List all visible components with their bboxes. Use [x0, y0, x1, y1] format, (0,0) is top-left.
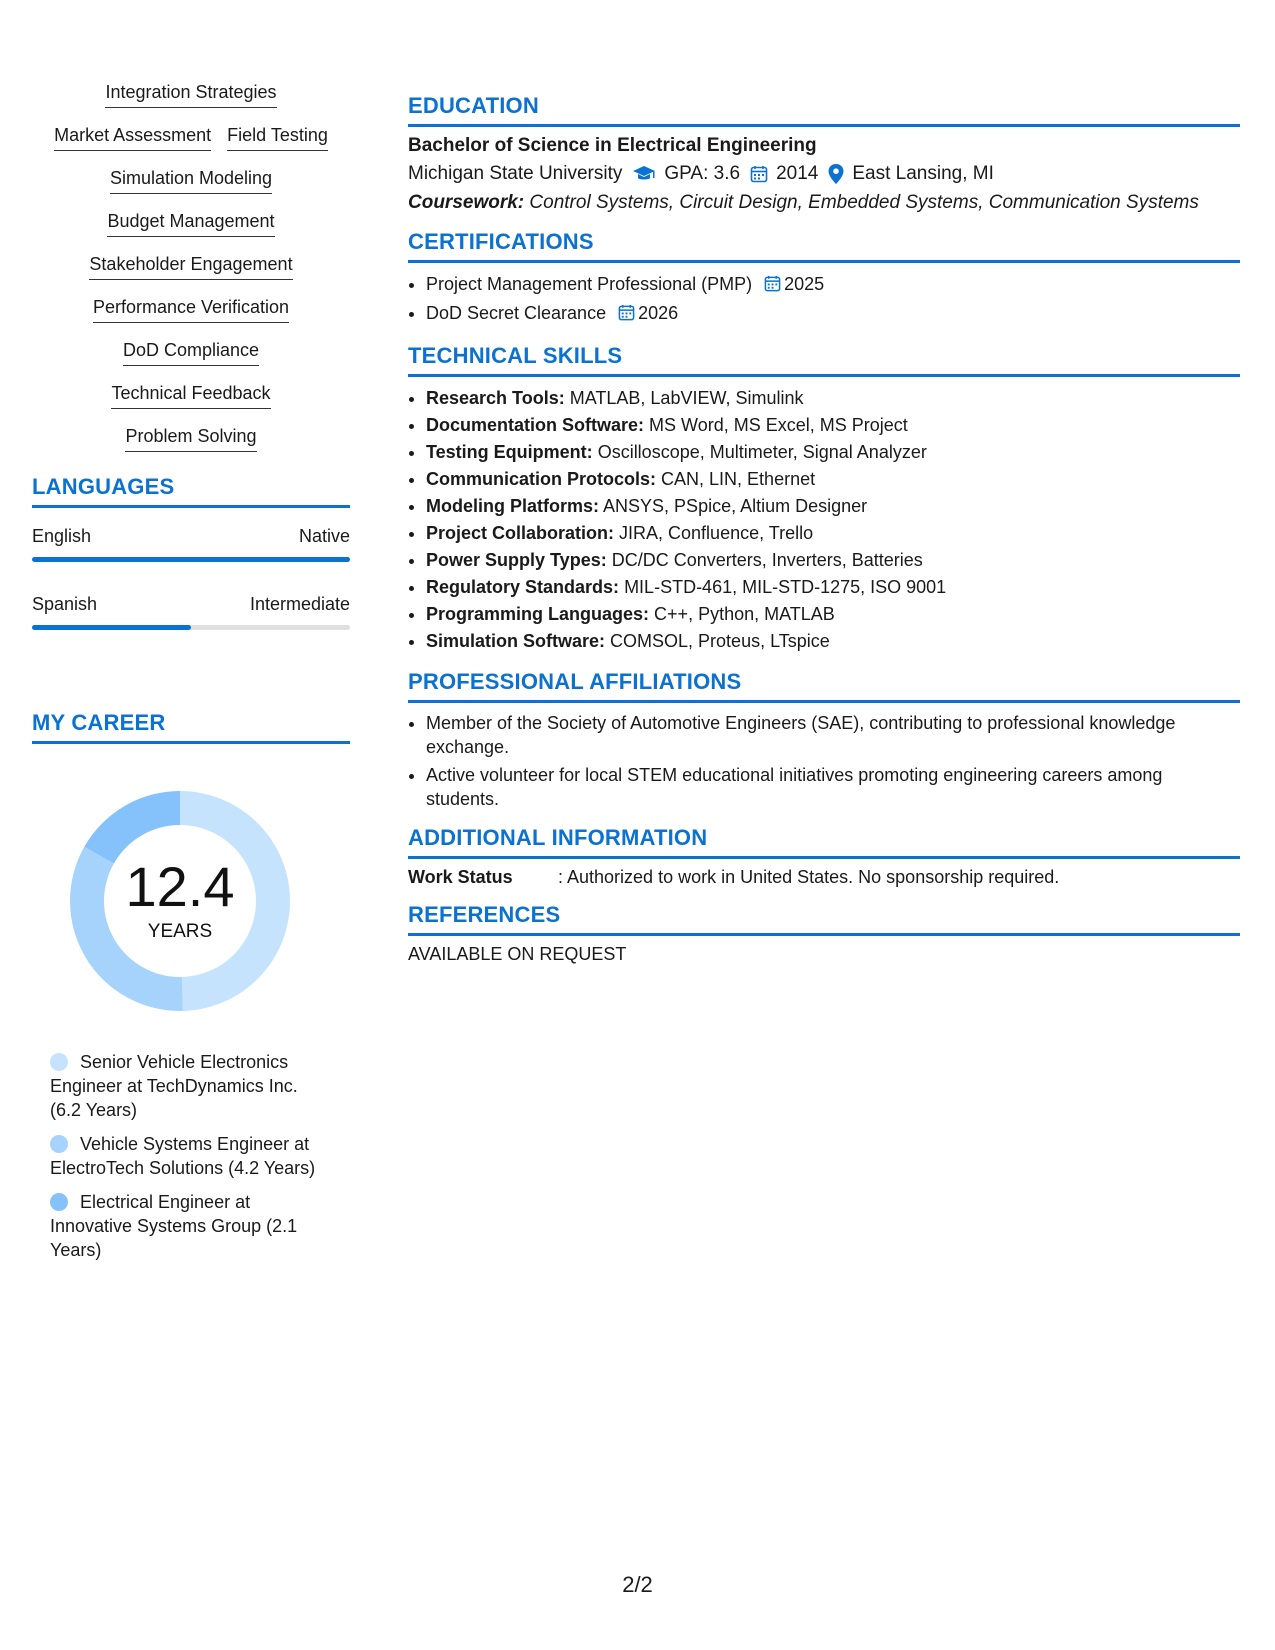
- technical-skill-item: [426, 601, 1240, 628]
- calendar-icon: [618, 302, 635, 329]
- technical-skill-label: Documentation Software:: [426, 415, 645, 435]
- skill-row: [32, 383, 350, 409]
- skill-tag: Integration Strategies: [105, 82, 276, 108]
- career-role: [50, 1050, 325, 1122]
- technical-skill-value: ANSYS, PSpice, Altium Designer: [603, 496, 868, 516]
- skill-row: [32, 211, 350, 237]
- skill-tag: Market Assessment: [54, 125, 211, 151]
- certifications-section: [408, 229, 1240, 329]
- right-column: [408, 93, 1240, 979]
- technical-skill-label: Research Tools:: [426, 388, 565, 408]
- language-proficiency-fill: [32, 557, 350, 562]
- skill-row: [32, 82, 350, 108]
- career-years-unit: YEARS: [147, 921, 213, 942]
- coursework: [408, 191, 1240, 215]
- language-row: [32, 594, 350, 615]
- affiliations-list: [408, 711, 1240, 811]
- career-role-label: Senior Vehicle Electronics Engineer at TechDynamics Inc. (6.2 Years): [50, 1052, 298, 1120]
- skill-tag: Budget Management: [107, 211, 274, 237]
- skill-tag: Technical Feedback: [111, 383, 270, 409]
- career-role: [50, 1132, 325, 1180]
- work-status-label: Work Status: [408, 867, 513, 887]
- technical-skill-label: Regulatory Standards:: [426, 577, 620, 597]
- graduation-year: 2014: [776, 163, 819, 184]
- education-title: EDUCATION: [408, 93, 1240, 127]
- certification-year: 2026: [638, 303, 679, 323]
- coursework-list: Control Systems, Circuit Design, Embedded Systems, Communication Systems: [529, 192, 1199, 213]
- technical-skill-value: COMSOL, Proteus, LTspice: [610, 631, 830, 651]
- language-proficiency-fill: [32, 625, 191, 630]
- language-proficiency-bar: [32, 625, 350, 630]
- skill-tag: Field Testing: [227, 125, 328, 151]
- skill-tag: Performance Verification: [93, 297, 289, 323]
- certification-item: [426, 300, 1240, 329]
- skill-row: [32, 168, 350, 194]
- degree: Bachelor of Science in Electrical Engineering: [408, 135, 817, 156]
- certification-item: [426, 271, 1240, 300]
- certification-name: DoD Secret Clearance: [426, 303, 607, 323]
- donut-center: [65, 786, 295, 1016]
- technical-skill-item: [426, 439, 1240, 466]
- skill-row: [32, 297, 350, 323]
- skill-row: [32, 125, 350, 151]
- education-section: [408, 93, 1240, 215]
- career-donut: [65, 786, 295, 1016]
- technical-skill-value: DC/DC Converters, Inverters, Batteries: [611, 550, 923, 570]
- career-total-years: 12.4: [125, 855, 235, 918]
- technical-skill-label: Modeling Platforms:: [426, 496, 600, 516]
- technical-skill-value: C++, Python, MATLAB: [654, 604, 835, 624]
- affiliations-section: [408, 669, 1240, 811]
- technical-skill-label: Project Collaboration:: [426, 523, 615, 543]
- school-name: Michigan State University: [408, 163, 623, 184]
- affiliations-title: PROFESSIONAL AFFILIATIONS: [408, 669, 1240, 703]
- technical-skill-item: [426, 412, 1240, 439]
- technical-skill-item: [426, 385, 1240, 412]
- technical-skill-item: [426, 628, 1240, 655]
- technical-skills-list: [408, 385, 1240, 655]
- calendar-icon: [764, 273, 781, 300]
- technical-skills-title: TECHNICAL SKILLS: [408, 343, 1240, 377]
- skill-tag: DoD Compliance: [123, 340, 259, 366]
- legend-dot-icon: [50, 1053, 68, 1071]
- technical-skill-value: JIRA, Confluence, Trello: [619, 523, 814, 543]
- technical-skill-item: [426, 520, 1240, 547]
- references-title: REFERENCES: [408, 902, 1240, 936]
- technical-skill-label: Communication Protocols:: [426, 469, 657, 489]
- technical-skill-item: [426, 493, 1240, 520]
- skill-row: [32, 426, 350, 452]
- legend-dot-icon: [50, 1193, 68, 1211]
- work-status-row: [408, 867, 1240, 888]
- language-name: Spanish: [32, 594, 98, 614]
- career-role-label: Vehicle Systems Engineer at ElectroTech Solutions (4.2 Years): [50, 1134, 316, 1178]
- legend-dot-icon: [50, 1135, 68, 1153]
- technical-skill-label: Testing Equipment:: [426, 442, 593, 462]
- work-status-value: : Authorized to work in United States. No sponsorship required.: [558, 867, 1060, 887]
- additional-info-title: ADDITIONAL INFORMATION: [408, 825, 1240, 859]
- gpa: GPA: 3.6: [664, 163, 741, 184]
- certification-year: 2025: [784, 274, 825, 294]
- skill-tag: Stakeholder Engagement: [89, 254, 292, 280]
- technical-skill-item: [426, 466, 1240, 493]
- technical-skill-item: [426, 547, 1240, 574]
- technical-skills-section: [408, 343, 1240, 655]
- graduation-cap-icon: [632, 165, 656, 183]
- languages-list: [32, 526, 350, 630]
- school-location: East Lansing, MI: [852, 163, 994, 184]
- location-pin-icon: [828, 164, 844, 184]
- language-name: English: [32, 526, 92, 546]
- skill-row: [32, 340, 350, 366]
- skill-tag: Simulation Modeling: [110, 168, 272, 194]
- career-role-label: Electrical Engineer at Innovative Systems Group (2.1 Years): [50, 1192, 298, 1260]
- calendar-icon: [750, 165, 768, 183]
- language-level: Intermediate: [249, 594, 350, 614]
- career-title: MY CAREER: [32, 710, 350, 744]
- skill-tag: Problem Solving: [125, 426, 256, 452]
- certification-name: Project Management Professional (PMP): [426, 274, 753, 294]
- technical-skill-item: [426, 574, 1240, 601]
- language-row: [32, 526, 350, 547]
- affiliation-item: • Member of the Society of Automotive Engineers (SAE), contributing to professional knowledge exchange.: [426, 711, 1240, 759]
- left-column: [32, 82, 350, 1272]
- technical-skill-label: Programming Languages:: [426, 604, 650, 624]
- technical-skill-value: Oscilloscope, Multimeter, Signal Analyzer: [597, 442, 927, 462]
- language-level: Native: [298, 526, 350, 546]
- career-section: [32, 710, 350, 1262]
- education-meta: [408, 163, 1240, 185]
- certifications-title: CERTIFICATIONS: [408, 229, 1240, 263]
- career-role: [50, 1190, 325, 1262]
- technical-skill-value: CAN, LIN, Ethernet: [661, 469, 816, 489]
- technical-skill-label: Simulation Software:: [426, 631, 606, 651]
- technical-skill-label: Power Supply Types:: [426, 550, 607, 570]
- technical-skill-value: MIL-STD-461, MIL-STD-1275, ISO 9001: [624, 577, 947, 597]
- skills-list: [32, 82, 350, 452]
- languages-section: [32, 474, 350, 630]
- skill-row: [32, 254, 350, 280]
- technical-skill-value: MATLAB, LabVIEW, Simulink: [569, 388, 804, 408]
- career-roles-list: [50, 1050, 325, 1262]
- references-text: AVAILABLE ON REQUEST: [408, 944, 627, 964]
- additional-info-section: [408, 825, 1240, 888]
- references-section: [408, 902, 1240, 965]
- language-proficiency-bar: [32, 557, 350, 562]
- technical-skill-value: MS Word, MS Excel, MS Project: [649, 415, 908, 435]
- certifications-list: [408, 271, 1240, 329]
- coursework-label: Coursework:: [408, 192, 525, 213]
- languages-title: LANGUAGES: [32, 474, 350, 508]
- affiliation-item: • Active volunteer for local STEM educational initiatives promoting engineering careers among students.: [426, 763, 1240, 811]
- page-number: 2/2: [622, 1572, 653, 1597]
